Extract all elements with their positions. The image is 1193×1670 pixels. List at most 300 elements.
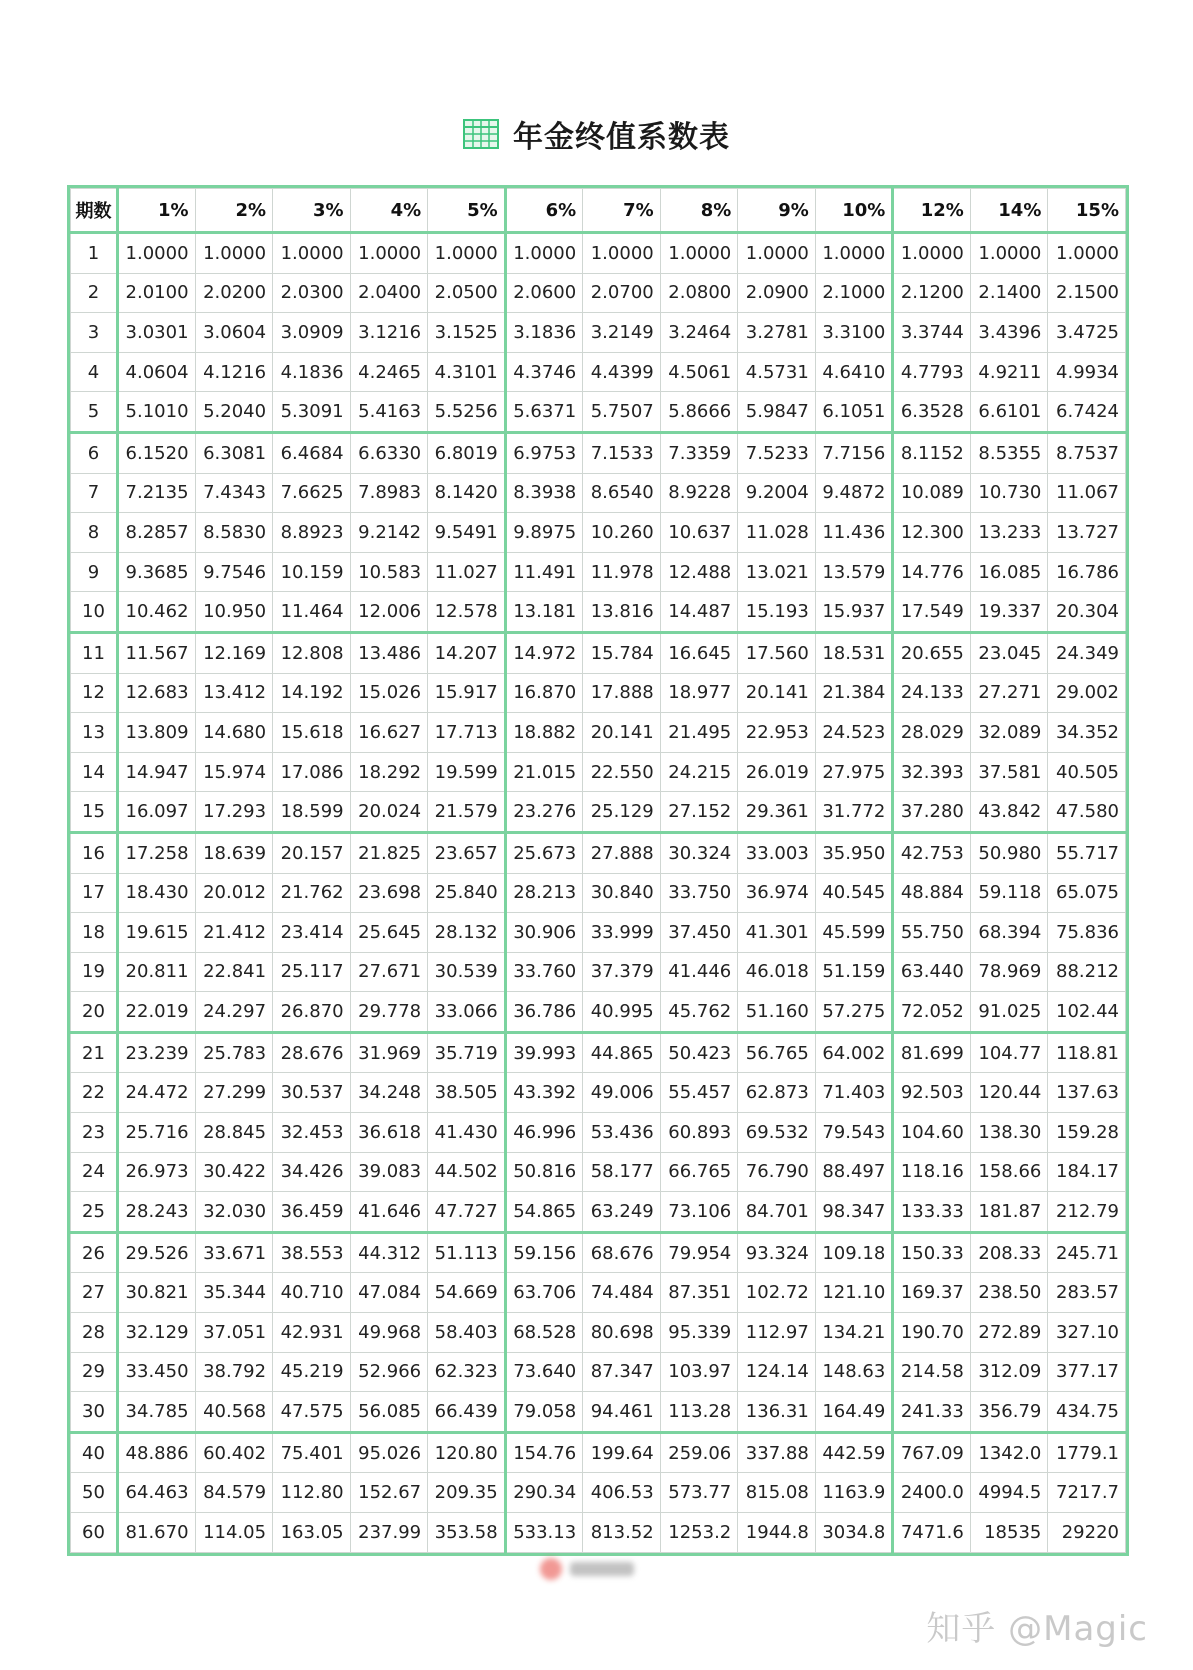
factor-cell: 41.430 (428, 1113, 506, 1153)
factor-cell: 25.716 (118, 1113, 196, 1153)
factor-cell: 2.0200 (195, 273, 273, 313)
page-header (0, 112, 1193, 156)
table-row (71, 1232, 1126, 1273)
factor-cell: 27.152 (660, 792, 738, 833)
factor-cell: 5.6371 (505, 392, 583, 433)
factor-cell: 8.5830 (195, 513, 273, 553)
factor-cell: 47.084 (350, 1273, 428, 1313)
factor-cell: 16.786 (1048, 552, 1126, 592)
factor-cell: 6.6101 (970, 392, 1048, 433)
factor-cell: 23.657 (428, 832, 506, 873)
factor-cell: 91.025 (970, 992, 1048, 1033)
factor-cell: 24.472 (118, 1073, 196, 1113)
period-cell: 12 (71, 673, 118, 713)
factor-cell: 8.8923 (273, 513, 351, 553)
period-cell: 6 (71, 432, 118, 473)
factor-cell: 11.028 (738, 513, 816, 553)
factor-cell: 152.67 (350, 1473, 428, 1513)
factor-cell: 1.0000 (660, 233, 738, 274)
factor-cell: 104.77 (970, 1032, 1048, 1073)
factor-cell: 25.840 (428, 873, 506, 913)
factor-cell: 7.7156 (815, 432, 893, 473)
header-rate: 7% (583, 189, 661, 233)
factor-cell: 30.906 (505, 913, 583, 953)
factor-cell: 103.97 (660, 1352, 738, 1392)
factor-cell: 28.029 (893, 713, 971, 753)
table-row (71, 1432, 1126, 1473)
factor-cell: 434.75 (1048, 1392, 1126, 1433)
factor-cell: 2.1500 (1048, 273, 1126, 313)
factor-cell: 7.3359 (660, 432, 738, 473)
factor-cell: 37.379 (583, 952, 661, 992)
factor-cell: 283.57 (1048, 1273, 1126, 1313)
factor-cell: 353.58 (428, 1513, 506, 1553)
factor-cell: 12.006 (350, 592, 428, 633)
table-row (71, 792, 1126, 833)
factor-cell: 13.021 (738, 552, 816, 592)
factor-cell: 573.77 (660, 1473, 738, 1513)
period-cell: 25 (71, 1192, 118, 1233)
factor-cell: 1.0000 (893, 233, 971, 274)
factor-cell: 6.9753 (505, 432, 583, 473)
factor-cell: 7.1533 (583, 432, 661, 473)
factor-cell: 27.299 (195, 1073, 273, 1113)
factor-cell: 1.0000 (428, 233, 506, 274)
period-cell: 23 (71, 1113, 118, 1153)
factor-cell: 3.3100 (815, 313, 893, 353)
factor-cell: 93.324 (738, 1232, 816, 1273)
factor-cell: 17.086 (273, 752, 351, 792)
factor-cell: 16.097 (118, 792, 196, 833)
factor-cell: 237.99 (350, 1513, 428, 1553)
factor-cell: 154.76 (505, 1432, 583, 1473)
factor-cell: 2.1000 (815, 273, 893, 313)
factor-cell: 124.14 (738, 1352, 816, 1392)
header-period: 期数 (71, 189, 118, 233)
factor-cell: 10.159 (273, 552, 351, 592)
factor-cell: 23.239 (118, 1032, 196, 1073)
period-cell: 2 (71, 273, 118, 313)
factor-cell: 36.786 (505, 992, 583, 1033)
factor-cell: 214.58 (893, 1352, 971, 1392)
factor-cell: 28.676 (273, 1032, 351, 1073)
factor-cell: 37.051 (195, 1313, 273, 1353)
factor-cell: 184.17 (1048, 1152, 1126, 1192)
header-rate: 9% (738, 189, 816, 233)
factor-cell: 94.461 (583, 1392, 661, 1433)
factor-cell: 18.639 (195, 832, 273, 873)
table-row (71, 713, 1126, 753)
factor-cell: 19.615 (118, 913, 196, 953)
factor-cell: 4.3746 (505, 352, 583, 392)
table-row (71, 473, 1126, 513)
factor-cell: 40.505 (1048, 752, 1126, 792)
factor-cell: 21.762 (273, 873, 351, 913)
factor-cell: 23.698 (350, 873, 428, 913)
factor-cell: 33.750 (660, 873, 738, 913)
factor-cell: 88.212 (1048, 952, 1126, 992)
factor-cell: 37.450 (660, 913, 738, 953)
factor-cell: 11.436 (815, 513, 893, 553)
factor-cell: 2.0300 (273, 273, 351, 313)
factor-cell: 118.16 (893, 1152, 971, 1192)
factor-cell: 112.80 (273, 1473, 351, 1513)
factor-cell: 55.457 (660, 1073, 738, 1113)
factor-cell: 11.027 (428, 552, 506, 592)
factor-cell: 3.0301 (118, 313, 196, 353)
factor-cell: 30.537 (273, 1073, 351, 1113)
factor-cell: 38.553 (273, 1232, 351, 1273)
factor-cell: 39.993 (505, 1032, 583, 1073)
factor-cell: 5.3091 (273, 392, 351, 433)
factor-cell: 53.436 (583, 1113, 661, 1153)
factor-cell: 6.8019 (428, 432, 506, 473)
factor-cell: 3.2781 (738, 313, 816, 353)
factor-cell: 12.488 (660, 552, 738, 592)
factor-cell: 148.63 (815, 1352, 893, 1392)
period-cell: 3 (71, 313, 118, 353)
factor-cell: 21.015 (505, 752, 583, 792)
period-cell: 9 (71, 552, 118, 592)
factor-cell: 17.258 (118, 832, 196, 873)
factor-cell: 8.3938 (505, 473, 583, 513)
factor-cell: 33.450 (118, 1352, 196, 1392)
factor-cell: 47.575 (273, 1392, 351, 1433)
factor-cell: 45.762 (660, 992, 738, 1033)
factor-cell: 4.5731 (738, 352, 816, 392)
factor-cell: 104.60 (893, 1113, 971, 1153)
factor-cell: 59.156 (505, 1232, 583, 1273)
table-row (71, 873, 1126, 913)
factor-cell: 28.213 (505, 873, 583, 913)
period-cell: 28 (71, 1313, 118, 1353)
factor-cell: 150.33 (893, 1232, 971, 1273)
factor-cell: 2.0900 (738, 273, 816, 313)
factor-cell: 14.192 (273, 673, 351, 713)
factor-cell: 6.1520 (118, 432, 196, 473)
factor-cell: 20.012 (195, 873, 273, 913)
factor-cell: 49.006 (583, 1073, 661, 1113)
factor-cell: 45.219 (273, 1352, 351, 1392)
factor-cell: 3.1216 (350, 313, 428, 353)
table-row (71, 832, 1126, 873)
period-cell: 19 (71, 952, 118, 992)
factor-cell: 163.05 (273, 1513, 351, 1553)
factor-cell: 7.8983 (350, 473, 428, 513)
period-cell: 4 (71, 352, 118, 392)
factor-cell: 35.950 (815, 832, 893, 873)
factor-cell: 10.260 (583, 513, 661, 553)
factor-cell: 19.599 (428, 752, 506, 792)
factor-cell: 8.1420 (428, 473, 506, 513)
factor-cell: 533.13 (505, 1513, 583, 1553)
factor-cell: 10.462 (118, 592, 196, 633)
factor-cell: 30.840 (583, 873, 661, 913)
factor-cell: 159.28 (1048, 1113, 1126, 1153)
factor-cell: 13.579 (815, 552, 893, 592)
header-rate: 10% (815, 189, 893, 233)
factor-cell: 24.133 (893, 673, 971, 713)
factor-cell: 44.865 (583, 1032, 661, 1073)
factor-cell: 87.347 (583, 1352, 661, 1392)
header-rate: 6% (505, 189, 583, 233)
factor-cell: 3034.8 (815, 1513, 893, 1553)
header-rate: 3% (273, 189, 351, 233)
factor-cell: 9.4872 (815, 473, 893, 513)
factor-cell: 1.0000 (195, 233, 273, 274)
factor-cell: 15.193 (738, 592, 816, 633)
factor-cell: 813.52 (583, 1513, 661, 1553)
factor-cell: 43.842 (970, 792, 1048, 833)
factor-cell: 1.0000 (738, 233, 816, 274)
factor-cell: 9.2004 (738, 473, 816, 513)
factor-cell: 20.141 (583, 713, 661, 753)
table-row (71, 1473, 1126, 1513)
factor-cell: 15.618 (273, 713, 351, 753)
factor-cell: 120.80 (428, 1432, 506, 1473)
factor-cell: 4.9211 (970, 352, 1048, 392)
table-row (71, 992, 1126, 1033)
factor-cell: 1.0000 (350, 233, 428, 274)
factor-cell: 14.972 (505, 632, 583, 673)
period-cell: 16 (71, 832, 118, 873)
factor-cell: 51.159 (815, 952, 893, 992)
factor-cell: 23.045 (970, 632, 1048, 673)
factor-cell: 259.06 (660, 1432, 738, 1473)
factor-cell: 56.765 (738, 1032, 816, 1073)
factor-cell: 87.351 (660, 1273, 738, 1313)
period-cell: 15 (71, 792, 118, 833)
header-rate: 8% (660, 189, 738, 233)
factor-cell: 290.34 (505, 1473, 583, 1513)
factor-cell: 238.50 (970, 1273, 1048, 1313)
factor-cell: 33.066 (428, 992, 506, 1033)
factor-cell: 118.81 (1048, 1032, 1126, 1073)
factor-cell: 169.37 (893, 1273, 971, 1313)
factor-cell: 34.352 (1048, 713, 1126, 753)
factor-cell: 8.2857 (118, 513, 196, 553)
factor-cell: 54.865 (505, 1192, 583, 1233)
factor-cell: 102.72 (738, 1273, 816, 1313)
factor-cell: 29.526 (118, 1232, 196, 1273)
factor-cell: 113.28 (660, 1392, 738, 1433)
factor-cell: 14.487 (660, 592, 738, 633)
factor-cell: 80.698 (583, 1313, 661, 1353)
factor-cell: 112.97 (738, 1313, 816, 1353)
factor-cell: 8.9228 (660, 473, 738, 513)
factor-cell: 60.893 (660, 1113, 738, 1153)
header-rate: 4% (350, 189, 428, 233)
table-header-row (71, 189, 1126, 233)
factor-cell: 63.249 (583, 1192, 661, 1233)
factor-cell: 442.59 (815, 1432, 893, 1473)
factor-cell: 30.539 (428, 952, 506, 992)
period-cell: 5 (71, 392, 118, 433)
factor-cell: 56.085 (350, 1392, 428, 1433)
factor-cell: 18.292 (350, 752, 428, 792)
factor-cell: 17.888 (583, 673, 661, 713)
factor-cell: 98.347 (815, 1192, 893, 1233)
header-rate: 14% (970, 189, 1048, 233)
factor-cell: 13.412 (195, 673, 273, 713)
factor-cell: 44.502 (428, 1152, 506, 1192)
factor-cell: 312.09 (970, 1352, 1048, 1392)
factor-cell: 66.765 (660, 1152, 738, 1192)
factor-cell: 81.699 (893, 1032, 971, 1073)
factor-cell: 209.35 (428, 1473, 506, 1513)
annuity-table-container (67, 185, 1129, 1556)
factor-cell: 7.6625 (273, 473, 351, 513)
factor-cell: 16.870 (505, 673, 583, 713)
factor-cell: 25.673 (505, 832, 583, 873)
factor-cell: 10.730 (970, 473, 1048, 513)
factor-cell: 8.7537 (1048, 432, 1126, 473)
factor-cell: 22.550 (583, 752, 661, 792)
table-row (71, 313, 1126, 353)
factor-cell: 190.70 (893, 1313, 971, 1353)
factor-cell: 33.671 (195, 1232, 273, 1273)
factor-cell: 22.841 (195, 952, 273, 992)
factor-cell: 62.873 (738, 1073, 816, 1113)
table-row (71, 432, 1126, 473)
factor-cell: 1944.8 (738, 1513, 816, 1553)
table-row (71, 1313, 1126, 1353)
period-cell: 14 (71, 752, 118, 792)
factor-cell: 20.304 (1048, 592, 1126, 633)
factor-cell: 18535 (970, 1513, 1048, 1553)
factor-cell: 3.3744 (893, 313, 971, 353)
factor-cell: 48.886 (118, 1432, 196, 1473)
factor-cell: 15.026 (350, 673, 428, 713)
factor-cell: 81.670 (118, 1513, 196, 1553)
factor-cell: 24.349 (1048, 632, 1126, 673)
factor-cell: 79.954 (660, 1232, 738, 1273)
factor-cell: 5.8666 (660, 392, 738, 433)
factor-cell: 11.464 (273, 592, 351, 633)
factor-cell: 11.491 (505, 552, 583, 592)
factor-cell: 42.753 (893, 832, 971, 873)
table-row (71, 632, 1126, 673)
period-cell: 22 (71, 1073, 118, 1113)
factor-cell: 32.129 (118, 1313, 196, 1353)
factor-cell: 9.3685 (118, 552, 196, 592)
header-rate: 2% (195, 189, 273, 233)
factor-cell: 62.323 (428, 1352, 506, 1392)
factor-cell: 15.937 (815, 592, 893, 633)
factor-cell: 12.300 (893, 513, 971, 553)
period-cell: 60 (71, 1513, 118, 1553)
factor-cell: 7.5233 (738, 432, 816, 473)
factor-cell: 92.503 (893, 1073, 971, 1113)
factor-cell: 35.719 (428, 1032, 506, 1073)
factor-cell: 121.10 (815, 1273, 893, 1313)
factor-cell: 17.713 (428, 713, 506, 753)
page-title: 年金终值系数表 (513, 120, 730, 155)
table-row (71, 273, 1126, 313)
factor-cell: 40.545 (815, 873, 893, 913)
period-cell: 13 (71, 713, 118, 753)
factor-cell: 13.816 (583, 592, 661, 633)
factor-cell: 30.422 (195, 1152, 273, 1192)
factor-cell: 73.640 (505, 1352, 583, 1392)
factor-cell: 88.497 (815, 1152, 893, 1192)
factor-cell: 356.79 (970, 1392, 1048, 1433)
table-row (71, 1152, 1126, 1192)
factor-cell: 20.655 (893, 632, 971, 673)
factor-cell: 1.0000 (1048, 233, 1126, 274)
factor-cell: 12.169 (195, 632, 273, 673)
blurred-logo (540, 1556, 640, 1582)
factor-cell: 4.7793 (893, 352, 971, 392)
factor-cell: 9.5491 (428, 513, 506, 553)
factor-cell: 6.4684 (273, 432, 351, 473)
factor-cell: 34.785 (118, 1392, 196, 1433)
factor-cell: 5.7507 (583, 392, 661, 433)
factor-cell: 54.669 (428, 1273, 506, 1313)
factor-cell: 43.392 (505, 1073, 583, 1113)
factor-cell: 51.160 (738, 992, 816, 1033)
header-rate: 5% (428, 189, 506, 233)
factor-cell: 32.030 (195, 1192, 273, 1233)
factor-cell: 137.63 (1048, 1073, 1126, 1113)
table-row (71, 552, 1126, 592)
factor-cell: 41.646 (350, 1192, 428, 1233)
factor-cell: 26.019 (738, 752, 816, 792)
factor-cell: 95.026 (350, 1432, 428, 1473)
factor-cell: 158.66 (970, 1152, 1048, 1192)
factor-cell: 25.645 (350, 913, 428, 953)
factor-cell: 73.106 (660, 1192, 738, 1233)
factor-cell: 13.486 (350, 632, 428, 673)
factor-cell: 1.0000 (970, 233, 1048, 274)
factor-cell: 133.33 (893, 1192, 971, 1233)
factor-cell: 58.177 (583, 1152, 661, 1192)
factor-cell: 1.0000 (583, 233, 661, 274)
factor-cell: 58.403 (428, 1313, 506, 1353)
header-rate: 12% (893, 189, 971, 233)
factor-cell: 6.7424 (1048, 392, 1126, 433)
factor-cell: 71.403 (815, 1073, 893, 1113)
header-rate: 15% (1048, 189, 1126, 233)
factor-cell: 5.9847 (738, 392, 816, 433)
factor-cell: 3.4725 (1048, 313, 1126, 353)
factor-cell: 48.884 (893, 873, 971, 913)
factor-cell: 23.276 (505, 792, 583, 833)
factor-cell: 29.002 (1048, 673, 1126, 713)
factor-cell: 33.999 (583, 913, 661, 953)
factor-cell: 37.280 (893, 792, 971, 833)
period-cell: 21 (71, 1032, 118, 1073)
factor-cell: 68.676 (583, 1232, 661, 1273)
factor-cell: 7217.7 (1048, 1473, 1126, 1513)
factor-cell: 52.966 (350, 1352, 428, 1392)
factor-cell: 13.233 (970, 513, 1048, 553)
factor-cell: 109.18 (815, 1232, 893, 1273)
table-row (71, 1073, 1126, 1113)
factor-cell: 199.64 (583, 1432, 661, 1473)
table-row (71, 592, 1126, 633)
factor-cell: 4.5061 (660, 352, 738, 392)
factor-cell: 38.505 (428, 1073, 506, 1113)
factor-cell: 74.484 (583, 1273, 661, 1313)
factor-cell: 28.132 (428, 913, 506, 953)
factor-cell: 50.980 (970, 832, 1048, 873)
factor-cell: 327.10 (1048, 1313, 1126, 1353)
factor-cell: 14.776 (893, 552, 971, 592)
factor-cell: 45.599 (815, 913, 893, 953)
factor-cell: 39.083 (350, 1152, 428, 1192)
factor-cell: 50.816 (505, 1152, 583, 1192)
